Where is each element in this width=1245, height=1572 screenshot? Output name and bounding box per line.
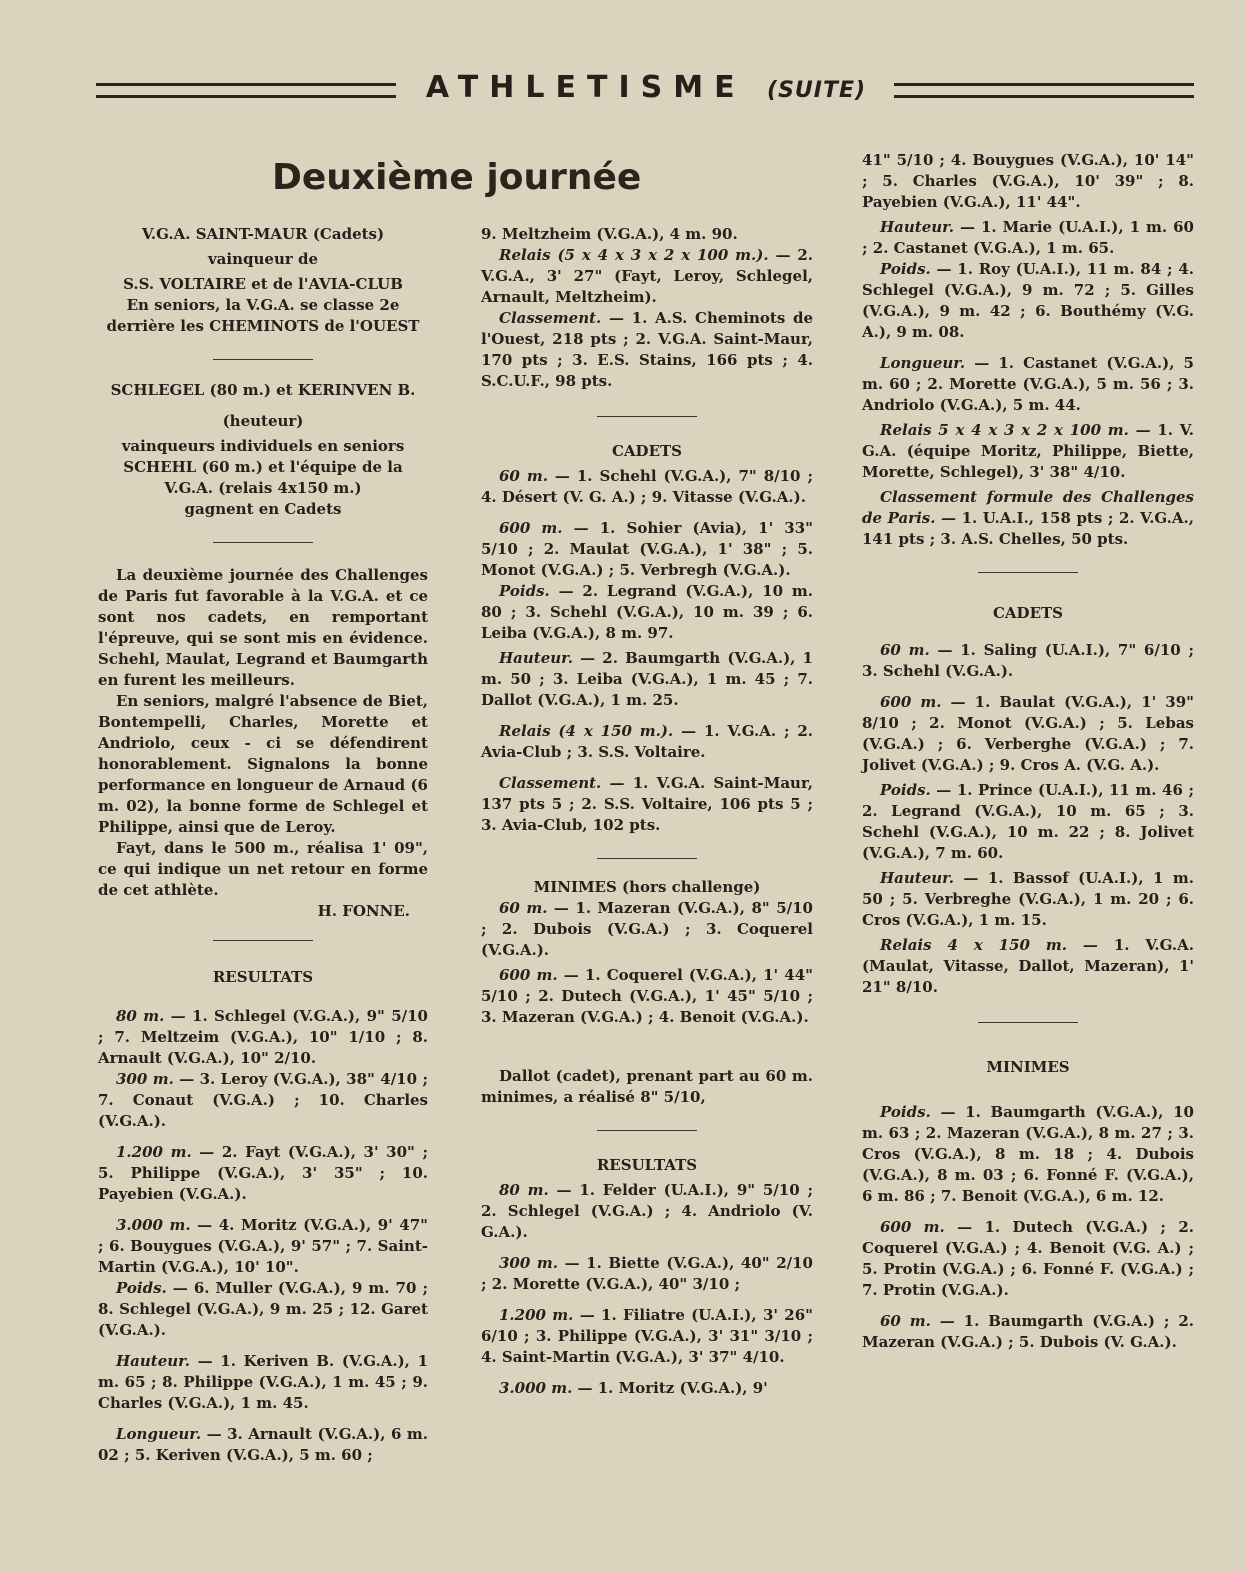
event-name: Poids. (880, 781, 931, 799)
result-item (481, 1180, 813, 1243)
result-item (862, 487, 1194, 550)
event-name: 60 m. (499, 467, 548, 485)
result-item (862, 259, 1194, 343)
event-name: 1.200 m. (499, 1306, 574, 1324)
result-text: — 1. Coquerel (V.G.A.), 1' 44" 5/10 ; 2. Dutech (V.G.A.), 1' 45" 5/10 ; 3. Mazeran (V.G.A.) ; 4. Benoit (V.G.A.). (481, 966, 813, 1026)
section-title (416, 70, 876, 109)
result-item (98, 1006, 428, 1069)
event-name: 600 m. (499, 966, 558, 984)
result-item (98, 1142, 428, 1205)
result-item (481, 1253, 813, 1295)
section-title-text: ATHLETISME (425, 70, 746, 105)
result-text: — 1. V.G.A. ; 2. Avia-Club ; 3. S.S. Voltaire. (481, 722, 813, 761)
sub-line: (heuteur) (222, 412, 304, 430)
result-text: — 1. Baumgarth (V.G.A.), 10 m. 63 ; 2. Mazeran (V.G.A.), 8 m. 27 ; 3. Cros (V.G.A.), 8 m. 18 ; 4. Dubois (V.G.A.), 8 m. 03 ; 6. Fonné F. (V.G.A.), 6 m. 86 ; 7. Benoit (V.G.A.), 6 m. 12. (862, 1103, 1194, 1205)
column-2 (481, 224, 813, 1399)
result-text: — 3. Leroy (V.G.A.), 38" 4/10 ; 7. Conaut (V.G.A.) ; 10. Charles (V.G.A.). (98, 1070, 428, 1130)
event-name: 600 m. (880, 693, 942, 711)
result-text: — 2. V.G.A., 3' 27" (Fayt, Leroy, Schlegel, Arnault, Meltzheim). (481, 246, 813, 306)
result-text: — 3. Arnault (V.G.A.), 6 m. 02 ; 5. Keriven (V.G.A.), 5 m. 60 ; (98, 1425, 428, 1464)
event-name: Classement. (499, 774, 602, 792)
result-item (481, 518, 813, 581)
result-text: — 1. Castanet (V.G.A.), 5 m. 60 ; 2. Morette (V.G.A.), 5 m. 56 ; 3. Andriolo (V.G.A.), 5 m. 44. (862, 354, 1194, 414)
event-name: 80 m. (116, 1007, 165, 1025)
intro-line: S.S. VOLTAIRE et de l'AVIA-CLUB (123, 275, 403, 293)
result-text: — 1. V.G.A. (Maulat, Vitasse, Dallot, Mazeran), 1' 21" 8/10. (862, 936, 1195, 996)
intro-line: V.G.A. SAINT-MAUR (Cadets) (141, 225, 385, 243)
result-text: — 2. Fayt (V.G.A.), 3' 30" ; 5. Philippe (V.G.A.), 3' 35" ; 10. Payebien (V.G.A.). (98, 1143, 428, 1203)
event-name: Poids. (116, 1279, 167, 1297)
intro-line: En seniors, la V.G.A. se classe 2e (126, 296, 400, 314)
event-name: Hauteur. (880, 218, 954, 236)
result-text: — 1. Saling (U.A.I.), 7" 6/10 ; 3. Schehl (V.G.A.). (862, 641, 1194, 680)
result-item (481, 721, 813, 763)
result-item (98, 1278, 428, 1341)
event-name: Longueur. (880, 354, 966, 372)
column-1 (98, 224, 428, 1466)
result-item (481, 308, 813, 392)
result-item (98, 1215, 428, 1278)
sub-line: V.G.A. (relais 4x150 m.) (164, 479, 362, 497)
result-text: — 6. Muller (V.G.A.), 9 m. 70 ; 8. Schlegel (V.G.A.), 9 m. 25 ; 12. Garet (V.G.A.). (98, 1279, 428, 1339)
result-item (98, 1351, 428, 1414)
result-text: — 1. Roy (U.A.I.), 11 m. 84 ; 4. Schlegel (V.G.A.), 9 m. 72 ; 5. Gilles (V.G.A.), 9 m. 42 ; 6. Bouthémy (V.G. A.), 9 m. 08. (862, 260, 1194, 341)
signature: H. FONNE. (317, 902, 410, 920)
section-header (96, 70, 1194, 106)
event-name: 300 m. (499, 1254, 558, 1272)
result-text: — 1. Schehl (V.G.A.), 7" 8/10 ; 4. Désert (V. G. A.) ; 9. Vitasse (V.G.A.). (481, 467, 813, 506)
event-name: 3.000 m. (499, 1379, 573, 1397)
result-item (862, 353, 1194, 416)
event-name: 60 m. (880, 641, 930, 659)
sub-line: SCHLEGEL (80 m.) et KERINVEN B. (110, 381, 416, 399)
result-item (481, 1378, 813, 1399)
result-item: 41" 5/10 ; 4. Bouygues (V.G.A.), 10' 14" ; 5. Charles (V.G.A.), 10' 39" ; 8. Payebien (V.G.A.), 11' 44". (862, 151, 1194, 211)
result-text: — 1. Mazeran (V.G.A.), 8" 5/10 ; 2. Dubois (V.G.A.) ; 3. Coquerel (V.G.A.). (481, 899, 813, 959)
result-item (481, 965, 813, 1028)
result-item (481, 773, 813, 836)
result-text: — 2. Legrand (V.G.A.), 10 m. 80 ; 3. Schehl (V.G.A.), 10 m. 39 ; 6. Leiba (V.G.A.), 8 m. 97. (481, 582, 813, 642)
cadets-title: CADETS (611, 442, 682, 460)
result-text: — 1. Keriven B. (V.G.A.), 1 m. 65 ; 8. Philippe (V.G.A.), 1 m. 45 ; 9. Charles (V.G.A.), 1 m. 45. (98, 1352, 428, 1412)
result-item (98, 1069, 428, 1132)
event-name: Hauteur. (880, 869, 954, 887)
event-name: Longueur. (116, 1425, 202, 1443)
headline: Deuxième journée (272, 157, 642, 198)
minimes-title: MINIMES (hors challenge) (533, 878, 761, 896)
header-rule-right (894, 83, 1194, 98)
result-item (862, 1311, 1194, 1353)
event-name: 60 m. (499, 899, 548, 917)
separator (978, 1022, 1078, 1023)
event-name: Hauteur. (499, 649, 573, 667)
result-item (862, 1217, 1194, 1301)
event-name: Relais 5 x 4 x 3 x 2 x 100 m. (880, 421, 1129, 439)
result-text: — 2. Baumgarth (V.G.A.), 1 m. 50 ; 3. Leiba (V.G.A.), 1 m. 45 ; 7. Dallot (V.G.A.), 1 m. 25. (481, 649, 813, 709)
event-name: Poids. (880, 1103, 931, 1121)
result-text: — 1. Baumgarth (V.G.A.) ; 2. Mazeran (V.G.A.) ; 5. Dubois (V. G.A.). (862, 1312, 1194, 1351)
event-name: 600 m. (499, 519, 563, 537)
result-item (481, 1305, 813, 1368)
result-text: — 1. Baulat (V.G.A.), 1' 39" 8/10 ; 2. Monot (V.G.A.) ; 5. Lebas (V.G.A.) ; 6. Verberghe (V.G.A.) ; 7. Jolivet (V.G.A.) ; 9. Cros A. (V.G. A.). (862, 693, 1194, 774)
intro-line: derrière les CHEMINOTS de l'OUEST (106, 317, 420, 335)
section-title-suite: (SUITE) (767, 78, 867, 103)
result-item (481, 898, 813, 961)
resultats-title: RESULTATS (212, 968, 314, 986)
event-name: 80 m. (499, 1181, 549, 1199)
result-item (98, 1424, 428, 1466)
event-name: Hauteur. (116, 1352, 190, 1370)
event-name: 300 m. (116, 1070, 174, 1088)
sub-line: vainqueurs individuels en seniors (121, 437, 405, 455)
result-item (862, 780, 1194, 864)
result-item (481, 466, 813, 508)
event-name: Relais 4 x 150 m. (880, 936, 1068, 954)
result-text: — 1. Marie (U.A.I.), 1 m. 60 ; 2. Castanet (V.G.A.), 1 m. 65. (862, 218, 1194, 257)
separator (978, 572, 1078, 573)
event-name: Relais (4 x 150 m.). (499, 722, 674, 740)
event-name: Poids. (880, 260, 931, 278)
result-text: — 1. Biette (V.G.A.), 40" 2/10 ; 2. Morette (V.G.A.), 40" 3/10 ; (481, 1254, 813, 1293)
separator (213, 542, 313, 543)
event-name: Classement. (499, 309, 602, 327)
result-text: — 1. U.A.I., 158 pts ; 2. V.G.A., 141 pts ; 3. A.S. Chelles, 50 pts. (862, 509, 1194, 548)
separator (597, 416, 697, 417)
column-3 (862, 150, 1194, 1353)
event-name: 60 m. (880, 1312, 931, 1330)
separator (213, 940, 313, 941)
separator (213, 359, 313, 360)
header-rule-left (96, 83, 396, 98)
result-text: — 1. Schlegel (V.G.A.), 9" 5/10 ; 7. Meltzeim (V.G.A.), 10" 1/10 ; 8. Arnault (V.G.A.), 10" 2/10. (98, 1007, 428, 1067)
result-item (862, 420, 1194, 483)
result-item (862, 640, 1194, 682)
result-text: — 1. Bassof (U.A.I.), 1 m. 50 ; 5. Verbreghe (V.G.A.), 1 m. 20 ; 6. Cros (V.G.A.), 1 m. 15. (862, 869, 1194, 929)
sub-line: SCHEHL (60 m.) et l'équipe de la (123, 458, 403, 476)
dallot-note: Dallot (cadet), prenant part au 60 m. minimes, a réalisé 8" 5/10, (481, 1067, 813, 1106)
event-name: Poids. (499, 582, 550, 600)
intro-line: vainqueur de (207, 250, 319, 268)
result-text: — 1. Felder (U.A.I.), 9" 5/10 ; 2. Schlegel (V.G.A.) ; 4. Andriolo (V. G.A.). (481, 1181, 813, 1241)
result-item (862, 868, 1194, 931)
event-name: 600 m. (880, 1218, 945, 1236)
event-name: 1.200 m. (116, 1143, 192, 1161)
article-paragraph: En seniors, malgré l'absence de Biet, Bontempelli, Charles, Morette et Andriolo, ceux - ci se défendirent honorablement. Signalons la bonne performance en longueur de Arnaud (6 m. 02), la bonne forme de Schlegel et Philippe, ainsi que de Leroy. (98, 692, 429, 836)
result-item (481, 648, 813, 711)
result-text: — 1. Moritz (V.G.A.), 9' (572, 1379, 768, 1397)
result-text: — 4. Moritz (V.G.A.), 9' 47" ; 6. Bouygues (V.G.A.), 9' 57" ; 7. Saint-Martin (V.G.A.), 10' 10". (98, 1216, 428, 1276)
result-item (862, 935, 1194, 998)
minimes-title: MINIMES (986, 1058, 1070, 1076)
result-text: — 1. Dutech (V.G.A.) ; 2. Coquerel (V.G.A.) ; 4. Benoit (V.G. A.) ; 5. Protin (V.G.A.) ; 6. Fonné F. (V.G.A.) ; 7. Protin (V.G.A.). (862, 1218, 1194, 1299)
resultats-title: RESULTATS (596, 1156, 698, 1174)
separator (597, 1130, 697, 1131)
result-text: — 1. Filiatre (U.A.I.), 3' 26" 6/10 ; 3. Philippe (V.G.A.), 3' 31" 3/10 ; 4. Saint-Martin (V.G.A.), 3' 37" 4/10. (481, 1306, 813, 1366)
cadets-title: CADETS (992, 604, 1063, 622)
event-name: 3.000 m. (116, 1216, 191, 1234)
result-item: 9. Meltzheim (V.G.A.), 4 m. 90. (481, 225, 738, 243)
result-item (862, 1102, 1194, 1207)
result-text: — 1. V. G.A. (équipe Moritz, Philippe, Biette, Morette, Schlegel), 3' 38" 4/10. (862, 421, 1194, 481)
article-paragraph: La deuxième journée des Challenges de Paris fut favorable à la V.G.A. et ce sont nos cadets, en remportant l'épreuve, qui se sont mis en évidence. Schehl, Maulat, Legrand et Baumgarth en furent les meilleurs. (98, 566, 428, 689)
result-text: — 1. Prince (U.A.I.), 11 m. 46 ; 2. Legrand (V.G.A.), 10 m. 65 ; 3. Schehl (V.G.A.), 10 m. 22 ; 8. Jolivet (V.G.A.), 7 m. 60. (862, 781, 1194, 862)
result-item (481, 581, 813, 644)
result-text: — 1. V.G.A. Saint-Maur, 137 pts 5 ; 2. S.S. Voltaire, 106 pts 5 ; 3. Avia-Club, 102 pts. (481, 774, 813, 834)
article-paragraph: Fayt, dans le 500 m., réalisa 1' 09", ce qui indique un net retour en forme de cet athlète. (98, 839, 428, 899)
result-text: — 1. A.S. Cheminots de l'Ouest, 218 pts ; 2. V.G.A. Saint-Maur, 170 pts ; 3. E.S. Stains, 166 pts ; 4. S.C.U.F., 98 pts. (481, 309, 813, 390)
result-text: — 1. Sohier (Avia), 1' 33" 5/10 ; 2. Maulat (V.G.A.), 1' 38" ; 5. Monot (V.G.A.) ; 5. Verbregh (V.G.A.). (481, 519, 813, 579)
separator (597, 858, 697, 859)
sub-line: gagnent en Cadets (184, 500, 342, 518)
result-item (862, 217, 1194, 259)
event-name: Relais (5 x 4 x 3 x 2 x 100 m.). (499, 246, 769, 264)
result-item (862, 692, 1194, 776)
result-item (481, 245, 813, 308)
event-name: Classement formule des Challenges de Paris. (862, 488, 1194, 527)
